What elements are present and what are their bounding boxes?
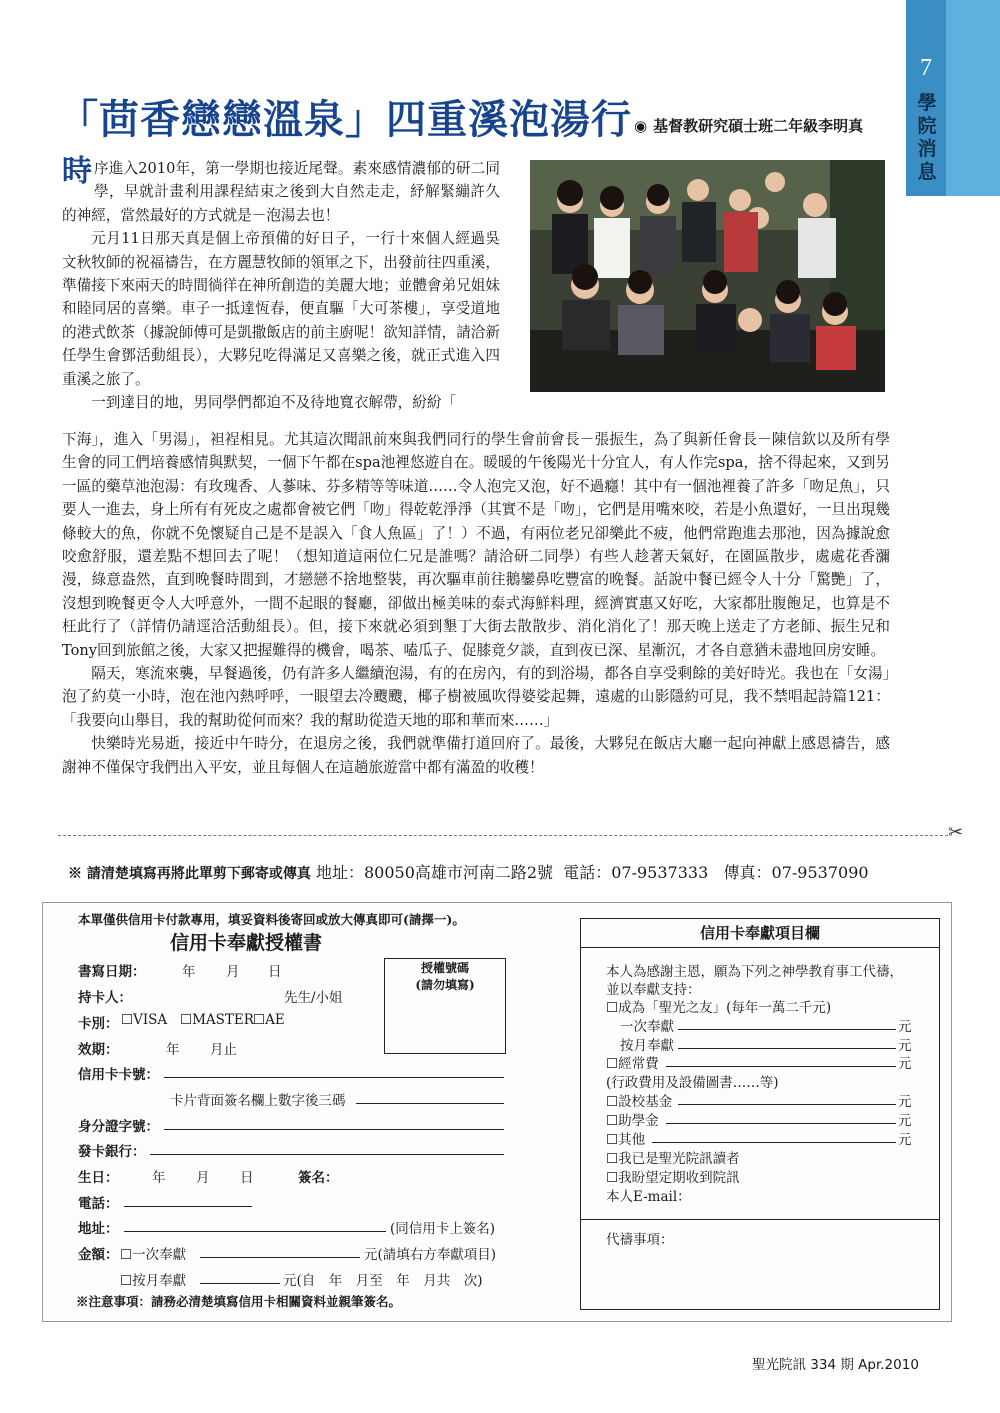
birth-year: 年 [152,1170,166,1186]
paragraph-3: 下海」，進入「男湯」，袒裎相見。尤其這次聞訊前來與我們同行的學生會前會長－張振生，為了與新任會長－陳信欽以及所有學生會的同工們培養感情與默契，一個下午都在spa池裡悠遊自在。暖暖的午後陽光十分宜人，有人作完spa，捨不得起來，又到另一區的藥草池泡湯：有玫瑰香、人蔘味、芬多精等等味道……令人泡完又泡，好不過癮！其中有一個池裡養了許多「吻足魚」，只要人一進去，身上所有有死皮之處都會被它們「吻」得乾乾淨淨（其實不是「吻」，它們是用嘴來咬，若是小魚還好，一旦出現幾條較大的魚，你就不免懷疑自己是不是誤入「食人魚區」了！）不過，有兩位老兄卻樂此不疲，他們常跑進去那池，因為據說愈咬愈舒服，還差點不想回去了呢！（想知道這兩位仁兄是誰嗎？請洽研二同學）有些人趁著天氣好，在園區散步，處處花香瀰漫，綠意盎然，直到晚餐時間到，才戀戀不捨地整裝，再次驅車前往鵝鑾鼻吃豐富的晚餐。話說中餐已經令人十分「驚艷」了，沒想到晚餐更令人大呼意外，一間不起眼的餐廳，卻做出極美味的泰式海鮮料理，經濟實惠又好吃，大家都肚腹飽足，也算是不枉此行了（詳情仍請逕洽活動組長）。但，接下來就必須到墾丁大街去散散步、消化消化了！那天晚上送走了方老師、振生兄和Tony回到旅館之後，大家又把握難得的機會，喝茶、嗑瓜子、促膝竟夕談，直到夜已深、星漸沉，才各自意猶未盡地回房安睡。 [62,431,890,659]
visa-checkbox[interactable]: ☐VISA [121,1012,168,1028]
auth-code-label: 授權號碼 [420,961,469,975]
tab-side-strip [946,0,1000,196]
cvv-label: 卡片背面簽名欄上數字後三碼 [170,1093,346,1109]
amount-label: 金額： [78,1247,119,1263]
once-suffix: 元(請填右方奉獻項目) [364,1247,497,1263]
building-field[interactable] [678,1103,896,1105]
email-label: 本人E-mail： [606,1189,691,1205]
once-amount-field[interactable] [200,1256,360,1258]
operating-note: (行政費用及設備圖書……等) [606,1075,779,1091]
other-checkbox[interactable]: ☐其他 [606,1132,646,1148]
friend-checkbox[interactable]: ☐成為「聖光之友」(每年一萬二千元) [606,1000,832,1016]
author-name: 基督教研究碩士班二年級李明真 [653,117,864,135]
page-footer: 聖光院訊 334 期 Apr.2010 [752,1357,919,1373]
auth-code-box [384,958,506,1054]
card-number-field[interactable] [164,1076,504,1078]
date-month: 月 [226,964,240,980]
scholarship-checkbox[interactable]: ☐助學金 [606,1113,659,1129]
paragraph-2: 元月11日那天真是個上帝預備的好日子，一行十來個人經過吳文秋牧師的祝福禱告，在方麗慧牧師的領軍之下，出發前往四重溪，準備接下來兩天的時間徜徉在神所創造的美麗大地；並體會弟兄姐妹和睦同居的喜樂。車子一抵達恆春，便直驅「大可茶樓」，享受道地的港式飲茶（據說師傅可是凱撒飯店的前主廚呢！欲知詳情，請洽新任學生會鄧活動組長），大夥兒吃得滿足又喜樂之後，就正式進入四重溪之旅了。 [62,230,500,388]
article-title: 「茴香戀戀溫泉」四重溪泡湯行 [58,97,632,143]
monthly-amount-field[interactable] [200,1282,280,1284]
date-day: 日 [268,964,282,980]
paragraph-4: 隔天，寒流來襲，早餐過後，仍有許多人繼續泡湯，有的在房內，有的到浴場，都各自享受剩餘的美好時光。我也在「女湯」泡了約莫一小時，泡在池內熱呼呼，一眼望去冷颼颼，椰子樹被風吹得婆娑起舞，遠處的山影隱約可見，我不禁唱起詩篇121：「我要向山舉目，我的幫助從何而來？我的幫助從造天地的耶和華而來……」 [62,665,890,729]
bullet-icon: ◉ [634,117,648,135]
section-tab [906,0,1000,196]
cvv-field[interactable] [356,1102,504,1104]
bank-field[interactable] [150,1153,504,1155]
article-bottom-column [62,428,890,779]
mailing-address: 地址：80050高雄市河南二路2號 [315,863,554,882]
unit-label: 元 [898,1132,912,1148]
once-checkbox[interactable]: ☐一次奉獻 [120,1247,187,1263]
birth-day: 日 [240,1170,254,1186]
unit-label: 元 [898,1056,912,1072]
mailing-fax: 傳真：07-9537090 [723,863,869,882]
bank-label: 發卡銀行： [78,1144,146,1160]
mailing-note: ※ 請清楚填寫再將此單剪下郵寄或傳真 [68,866,311,882]
expiry-year: 年 [166,1042,180,1058]
address-label: 地址： [78,1221,119,1237]
article-author [634,115,863,136]
address-suffix: (同信用卡上簽名) [390,1221,496,1237]
id-field[interactable] [164,1128,504,1130]
birth-label: 生日： [78,1170,119,1186]
scholarship-field[interactable] [666,1122,896,1124]
expiry-label: 效期： [78,1042,119,1058]
group-photo-illustration [530,160,885,392]
items-intro-2: 並以奉獻支持： [606,982,701,998]
ae-checkbox[interactable]: ☐AE [253,1012,285,1028]
date-year: 年 [182,964,196,980]
unit-label: 元 [898,1038,912,1054]
paragraph-3-start: 一到達目的地，男同學們都迫不及待地寬衣解帶，紛紛「 [91,394,457,412]
other-field[interactable] [652,1141,896,1143]
unit-label: 元 [898,1113,912,1129]
friend-monthly-label: 按月奉獻 [620,1038,674,1054]
mailing-phone: 電話：07-9537333 [563,863,709,882]
prayer-label: 代禱事項： [606,1232,674,1248]
building-checkbox[interactable]: ☐設校基金 [606,1094,673,1110]
subscribe-checkbox[interactable]: ☐我盼望定期收到院訊 [606,1170,740,1186]
auth-code-note: (請勿填寫) [415,978,475,992]
reader-checkbox[interactable]: ☐我已是聖光院訊讀者 [606,1151,740,1167]
paragraph-1-text: 序進入2010年，第一學期也接近尾聲。素來感情濃郁的研二同學，早就計畫利用課程結束之後到大自然走走，紓解緊繃許久的神經，當然最好的方式就是－泡湯去也！ [62,160,500,224]
monthly-suffix: 元(自 年 月至 年 月共 次) [283,1273,483,1289]
form-intro: 本單僅供信用卡付款專用，填妥資料後寄回或放大傳真即可(請擇一)。 [78,912,465,927]
article-top-column [62,154,500,414]
items-divider [581,1219,939,1220]
holder-label: 持卡人： [78,990,132,1006]
tel-field[interactable] [124,1205,252,1207]
form-notice: ※注意事項：請務必清楚填寫信用卡相關資料並親筆簽名。 [76,1294,402,1309]
friend-once-label: 一次奉獻 [620,1019,674,1035]
friend-once-field[interactable] [678,1028,896,1030]
tel-label: 電話： [78,1196,119,1212]
operating-checkbox[interactable]: ☐經常費 [606,1056,659,1072]
form-title: 信用卡奉獻授權書 [170,932,323,954]
holder-suffix: 先生/小姐 [284,990,343,1006]
mailing-info [68,860,869,883]
scissors-icon: ✂ [948,822,964,843]
items-intro-1: 本人為感謝主恩，願為下列之神學教育事工代禱， [606,964,903,980]
sign-label: 簽名： [298,1170,339,1186]
operating-field[interactable] [666,1065,896,1067]
address-field[interactable] [124,1230,386,1232]
items-title: 信用卡奉獻項目欄 [581,919,939,948]
date-label: 書寫日期： [78,964,146,980]
birth-month: 月 [196,1170,210,1186]
card-number-label: 信用卡卡號： [78,1067,159,1083]
paragraph-5: 快樂時光易逝，接近中午時分，在退房之後，我們就準備打道回府了。最後，大夥兒在飯店大廳一起向神獻上感恩禱告，感謝神不僅保守我們出入平安，並且每個人在這趟旅遊當中都有滿盈的收穫！ [62,735,890,776]
friend-monthly-field[interactable] [678,1047,896,1049]
card-type-label: 卡別： [78,1016,119,1032]
cut-line [58,835,948,836]
expiry-until: 月止 [210,1042,237,1058]
group-photo [530,160,885,392]
paragraph-1 [62,154,500,227]
section-label: 學院消息 [917,92,937,183]
page-number: 7 [920,55,932,81]
id-label: 身分證字號： [78,1119,159,1135]
master-checkbox[interactable]: ☐MASTER [180,1012,254,1028]
monthly-checkbox[interactable]: ☐按月奉獻 [120,1273,187,1289]
unit-label: 元 [898,1094,912,1110]
unit-label: 元 [898,1019,912,1035]
drop-cap: 時 [62,154,92,189]
